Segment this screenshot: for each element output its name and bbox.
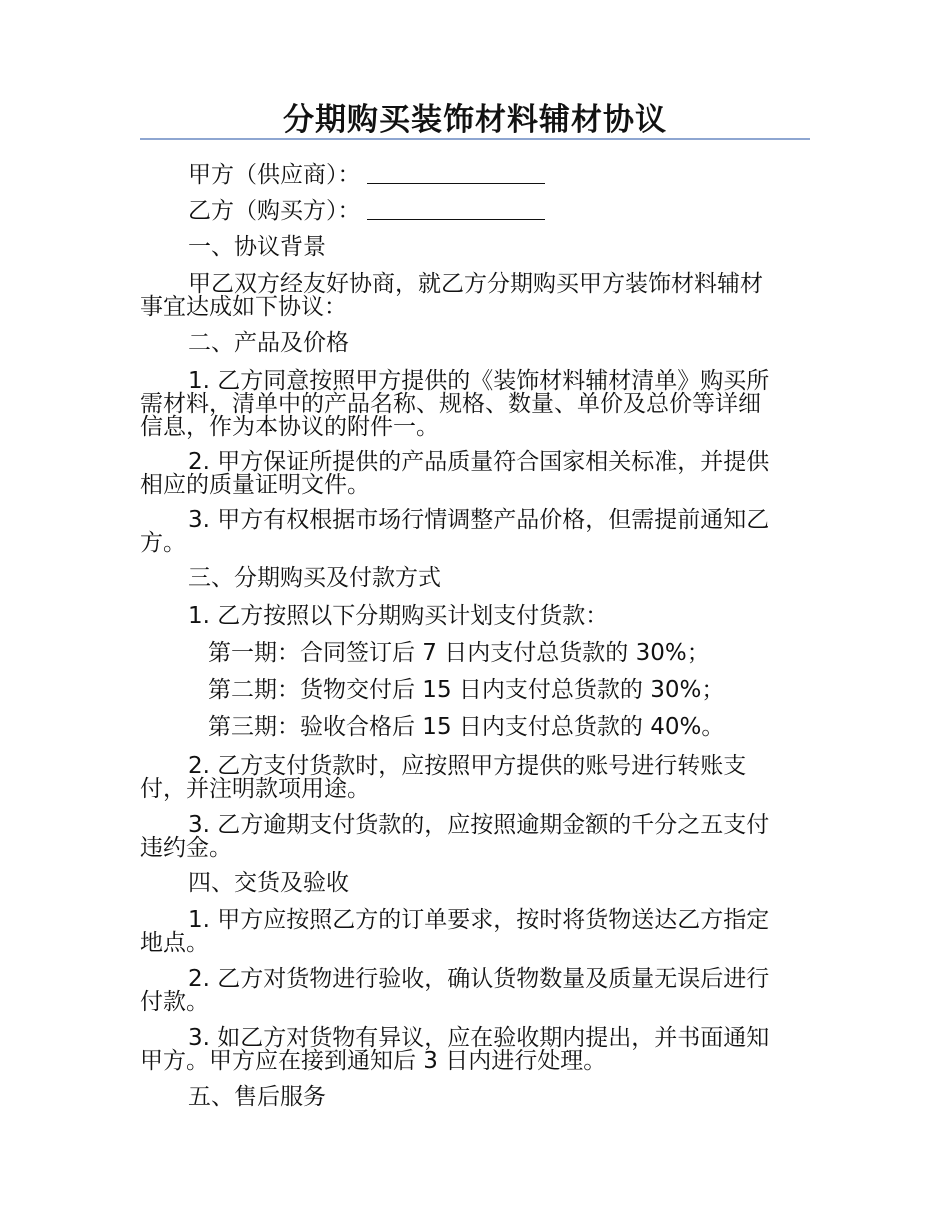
paragraph-line: 事宜达成如下协议： xyxy=(140,294,347,320)
paragraph-line: 违约金。 xyxy=(140,835,232,861)
paragraph-line: 信息，作为本协议的附件一。 xyxy=(140,414,439,440)
section-heading: 二、产品及价格 xyxy=(188,330,349,356)
paragraph xyxy=(140,1027,812,1073)
party-b-blank xyxy=(367,199,545,220)
paragraph-line: 3. 如乙方对货物有异议，应在验收期内提出，并书面通知 xyxy=(188,1025,770,1051)
paragraph-line: 2. 乙方支付货款时，应按照甲方提供的账号进行转账支 xyxy=(188,753,747,779)
paragraph-line: 需材料，清单中的产品名称、规格、数量、单价及总价等详细 xyxy=(140,391,761,417)
paragraph-line: 甲方。甲方应在接到通知后 3 日内进行处理。 xyxy=(140,1048,607,1074)
paragraph-line: 甲乙双方经友好协商，就乙方分期购买甲方装饰材料辅材 xyxy=(188,271,763,297)
party-a-blank xyxy=(367,163,545,184)
installment-line: 第二期：货物交付后 15 日内支付总货款的 30%； xyxy=(208,677,725,703)
paragraph xyxy=(140,909,812,955)
paragraph-line: 付款。 xyxy=(140,989,209,1015)
installment-line: 第一期：合同签订后 7 日内支付总货款的 30%； xyxy=(208,640,710,666)
paragraph xyxy=(140,370,812,439)
party-b-line xyxy=(140,199,812,223)
paragraph-line: 2. 乙方对货物进行验收，确认货物数量及质量无误后进行 xyxy=(188,966,770,992)
section-heading: 五、售后服务 xyxy=(188,1084,326,1110)
paragraph xyxy=(140,814,812,860)
section-heading: 三、分期购买及付款方式 xyxy=(188,565,441,591)
paragraph xyxy=(140,755,812,801)
paragraph xyxy=(140,273,812,319)
paragraph-line: 地点。 xyxy=(140,930,209,956)
section-heading: 四、交货及验收 xyxy=(188,870,349,896)
document-title: 分期购买装饰材料辅材协议 xyxy=(283,102,667,138)
party-b-label: 乙方（购买方）： xyxy=(188,198,361,224)
paragraph xyxy=(140,451,812,497)
paragraph-line: 3. 甲方有权根据市场行情调整产品价格，但需提前通知乙 xyxy=(188,507,770,533)
paragraph-line: 1. 乙方同意按照甲方提供的《装饰材料辅材清单》购买所 xyxy=(188,368,770,394)
paragraph-line: 相应的质量证明文件。 xyxy=(140,472,370,498)
paragraph: 1. 乙方按照以下分期购买计划支付货款： xyxy=(188,603,609,629)
title-underline xyxy=(140,138,810,140)
paragraph-line: 2. 甲方保证所提供的产品质量符合国家相关标准，并提供 xyxy=(188,449,770,475)
section-heading: 一、协议背景 xyxy=(188,234,326,260)
paragraph-line: 方。 xyxy=(140,530,186,556)
installment-line: 第三期：验收合格后 15 日内支付总货款的 40%。 xyxy=(208,714,725,740)
paragraph xyxy=(140,509,812,555)
paragraph-line: 3. 乙方逾期支付货款的，应按照逾期金额的千分之五支付 xyxy=(188,812,770,838)
paragraph-line: 1. 甲方应按照乙方的订单要求，按时将货物送达乙方指定 xyxy=(188,907,770,933)
paragraph xyxy=(140,968,812,1014)
paragraph-line: 付，并注明款项用途。 xyxy=(140,776,370,802)
party-a-label: 甲方（供应商）： xyxy=(188,162,361,188)
party-a-line xyxy=(140,163,812,187)
